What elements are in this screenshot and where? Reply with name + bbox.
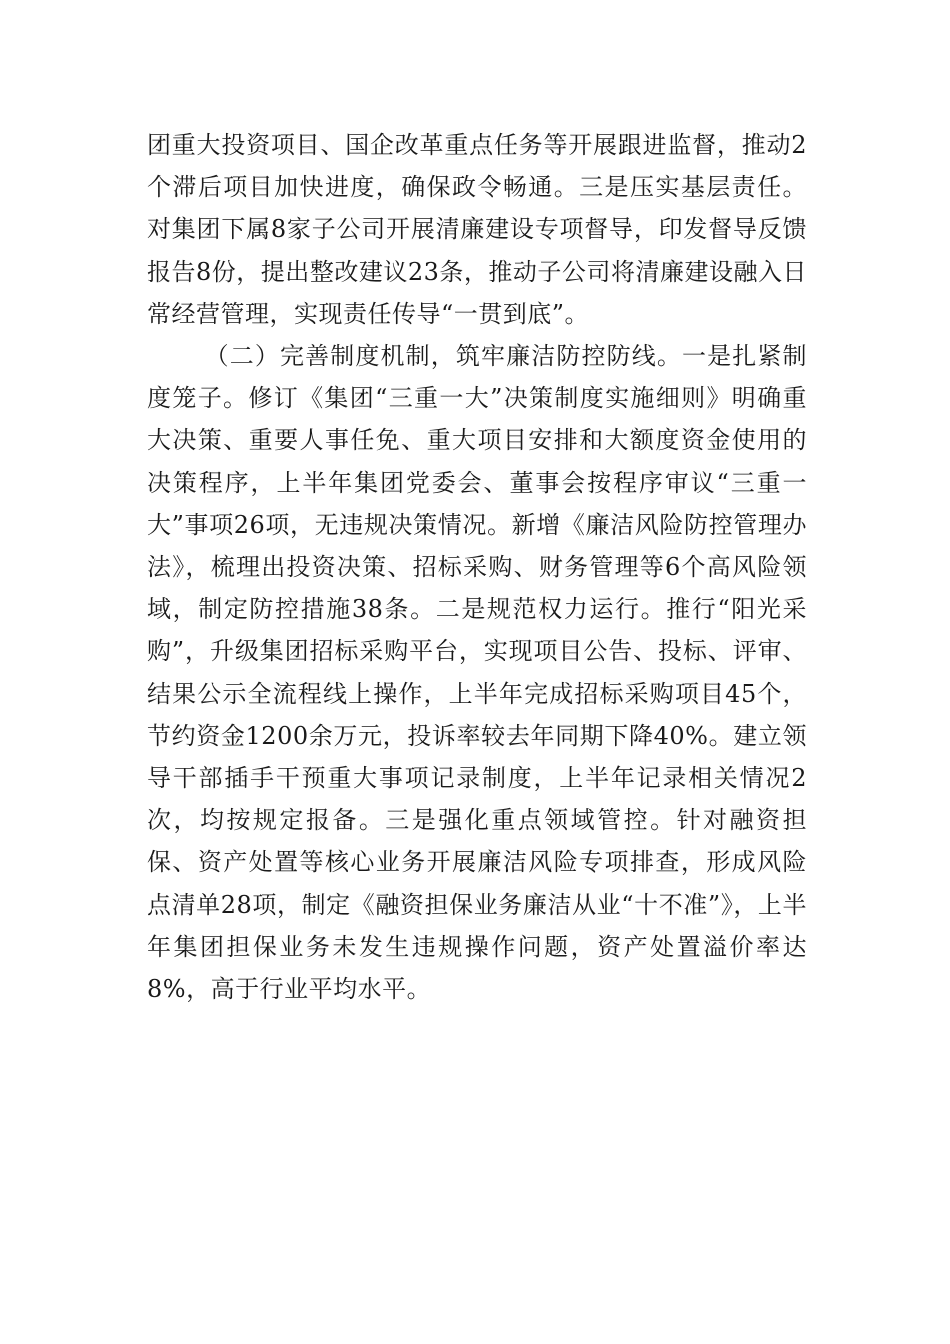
paragraph-continuation: 团重大投资项目、国企改革重点任务等开展跟进监督，推动2个滞后项目加快进度，确保政令畅通。三是压实基层责任。对集团下属8家子公司开展清廉建设专项督导，印发督导反馈报告8份，提出整改建议23条，推动子公司将清廉建设融入日常经营管理，实现责任传导“一贯到底”。 <box>147 131 807 328</box>
body-text <box>147 124 807 1010</box>
paragraph-section-two: （二）完善制度机制，筑牢廉洁防控防线。一是扎紧制度笼子。修订《集团“三重一大”决策制度实施细则》明确重大决策、重要人事任免、重大项目安排和大额度资金使用的决策程序，上半年集团党委会、董事会按程序审议“三重一大”事项26项，无违规决策情况。新增《廉洁风险防控管理办法》，梳理出投资决策、招标采购、财务管理等6个高风险领域，制定防控措施38条。二是规范权力运行。推行“阳光采购”，升级集团招标采购平台，实现项目公告、投标、评审、结果公示全流程线上操作，上半年完成招标采购项目45个，节约资金1200余万元，投诉率较去年同期下降40%。建立领导干部插手干预重大事项记录制度，上半年记录相关情况2次，均按规定报备。三是强化重点领域管控。针对融资担保、资产处置等核心业务开展廉洁风险专项排查，形成风险点清单28项，制定《融资担保业务廉洁从业“十不准”》，上半年集团担保业务未发生违规操作问题，资产处置溢价率达8%，高于行业平均水平。 <box>147 342 807 1004</box>
